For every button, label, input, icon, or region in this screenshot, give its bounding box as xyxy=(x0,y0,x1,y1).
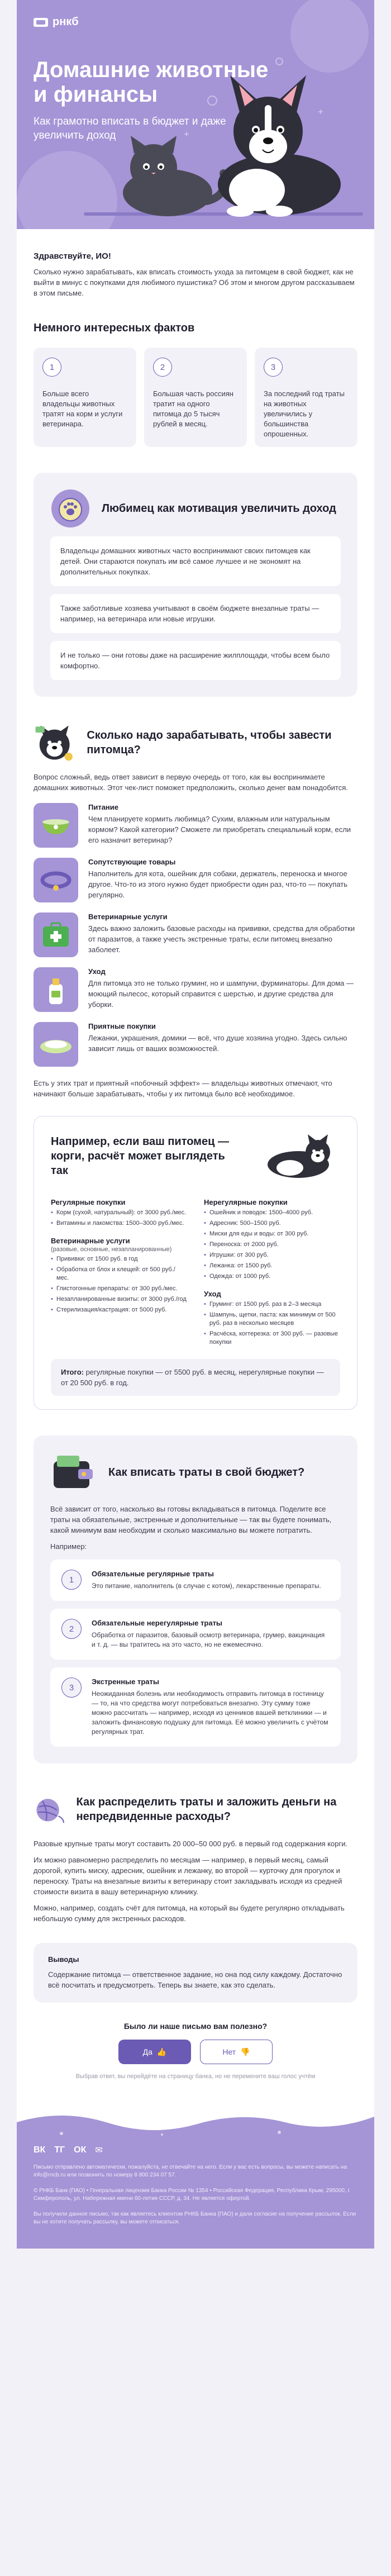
irregular-purchases-title: Нерегулярные покупки xyxy=(204,1198,288,1206)
fact-text: За последний год траты на животных увеличились у большинства опрошенных. xyxy=(264,389,345,438)
step-text: Это питание, наполнитель (в случае с котом), лекарственные препараты. xyxy=(92,1582,321,1590)
distribute-header xyxy=(34,1786,357,1833)
list-item: • Лежанка: от 1500 руб. xyxy=(204,1262,340,1270)
footer-text: Письмо отправлено автоматически, пожалуйста, не отвечайте на него. Если у вас есть вопросы, вы можете написать на info@rncb.ru или позвонить по номеру 8 800 234 07 57. xyxy=(34,2164,347,2178)
budget-step xyxy=(50,1667,341,1747)
fact-text: Больше всего владельцы животных тратят на корм и услуги ветеринара. xyxy=(42,389,123,428)
ok-icon[interactable]: ОК xyxy=(74,2145,87,2155)
feedback-yes-button[interactable] xyxy=(118,2040,191,2064)
dog-with-money-icon xyxy=(34,719,75,766)
food-bowl-icon xyxy=(34,803,78,848)
email-container xyxy=(17,0,374,2249)
thumbs-up-icon: 👍 xyxy=(156,2047,167,2056)
first-aid-kit-icon xyxy=(34,912,78,957)
checklist-title: Приятные покупки xyxy=(88,1022,156,1030)
footer-unsubscribe-text[interactable]: Вы получили данное письмо, так как являетесь клиентом РНКБ Банка (ПАО) и дали согласие на получение рассылок. Если вы не хотите получать рассылку, вы можете отписаться. xyxy=(34,2211,356,2225)
list-item: • Обработка от блох и клещей: от 500 руб./мес. xyxy=(51,1266,187,1282)
checklist-title: Питание xyxy=(88,803,119,811)
step-number: 1 xyxy=(61,1570,82,1590)
hero-banner xyxy=(17,0,374,229)
checklist-text: Здесь важно заложить базовые расходы на прививки, средства для обработки от паразитов, а также учесть экстренные траты, если питомец внезапно заболеет. xyxy=(88,924,355,954)
list-item: • Адресник: 500–1500 руб. xyxy=(204,1219,340,1228)
conclusion-block xyxy=(34,1943,357,2003)
list-item: • Расчёска, когтерезка: от 300 руб. — разовые покупки xyxy=(204,1330,340,1347)
list-item: • Корм (сухой, натуральный): от 3000 руб./мес. xyxy=(51,1209,187,1217)
list-item: • Стерилизация/кастрация: от 5000 руб. xyxy=(51,1306,187,1314)
budget-text: Всё зависит от того, насколько вы готовы вкладываться в питомца. Поделите все траты на обязательные, экстренные и дополнительные — так вы будете понимать, какой минимум вам необходим и сколько максимально вы можете потратить. xyxy=(50,1505,332,1534)
checklist-title: Уход xyxy=(88,967,106,976)
total-summary xyxy=(51,1359,340,1396)
list-item: • Ошейник и поводок: 1500–4000 руб. xyxy=(204,1209,340,1217)
step-title: Обязательные нерегулярные траты xyxy=(92,1619,223,1627)
motivation-card: Также заботливые хозяева учитывают в своём бюджете внезапные траты — например, на ветеринара или новые игрушки. xyxy=(50,594,341,633)
yarn-ball-icon xyxy=(34,1786,65,1833)
step-number: 2 xyxy=(61,1619,82,1639)
budget-example-label: Например: xyxy=(50,1542,87,1551)
list-item: • Витамины и лакомства: 1500–3000 руб./мес. xyxy=(51,1219,187,1228)
step-title: Обязательные регулярные траты xyxy=(92,1570,214,1578)
earn-title: Сколько надо зарабатывать, чтобы завести питомца? xyxy=(87,729,332,756)
list-item: • Игрушки: от 300 руб. xyxy=(204,1251,340,1260)
fact-number: 2 xyxy=(153,358,172,377)
checklist-item-goods xyxy=(34,858,357,902)
footer-wave-decoration xyxy=(17,2100,374,2139)
logo-icon xyxy=(34,18,48,27)
fact-card xyxy=(34,348,136,447)
distribute-text: Их можно равномерно распределить по месяцам — например, в первый месяц, самый дорогой, купить миску, адресник, ошейник и лежанку, во второй — курточку для прогулок и переноску. Траты на внезапные визиты к ветеринару стоит закладывать исходя из средней стоимости визита в вашу ветеринарную клинику. xyxy=(34,1856,342,1896)
conclusion-text: Содержание питомца — ответственное задание, но она под силу каждому. Достаточно всё посчитать и предусмотреть. Теперь вы знаете, как это сделать. xyxy=(48,1970,342,1989)
regular-purchases-title: Регулярные покупки xyxy=(51,1198,126,1206)
hero-title: Домашние животные и финансы xyxy=(34,58,269,107)
step-text: Неожиданная болезнь или необходимость отправить питомца в гостиницу — то, на что средства могут потребоваться внезапно. Эту сумму тоже можно рассчитать — например, исходя из ценников вашей ветклиники — и заложить финансовую подушку для питомца. Её можно увеличить с учётом регулярных трат. xyxy=(92,1690,328,1736)
earn-text: Вопрос сложный, ведь ответ зависит в первую очередь от того, как вы воспринимаете домашних животных. Этот чек-лист поможет предположить, сколько денег вам понадобится. xyxy=(34,773,348,792)
example-left-column xyxy=(51,1191,187,1347)
footer-legal: © РНКБ Банк (ПАО) • Генеральная лицензия Банка России № 1354 • Российская Федерация, Республика Крым, 295000, г. Симферополь, ул. Набережная имени 60-летия СССР, д. 34. Не является офертой. xyxy=(34,2188,351,2202)
feedback-no-button[interactable] xyxy=(200,2040,273,2064)
greeting: Здравствуйте, ИО! xyxy=(34,251,111,261)
fact-number: 3 xyxy=(264,358,283,377)
logo-text: рнкб xyxy=(53,16,79,28)
list-item: • Переноска: от 2000 руб. xyxy=(204,1241,340,1249)
checklist-text: Наполнитель для кота, ошейник для собаки, держатель, переноска и многое другое. Что-то из этого нужно будет приобрести один раз, что-то — покупать регулярно. xyxy=(88,869,348,899)
list-item: • Глистогонные препараты: от 300 руб./мес. xyxy=(51,1285,187,1293)
facts-title: Немного интересных фактов xyxy=(34,322,195,334)
care-title: Уход xyxy=(204,1290,221,1298)
intro-section xyxy=(17,229,374,2080)
distribute-title: Как распределить траты и заложить деньги на непредвиденные расходы? xyxy=(76,1796,337,1823)
motivation-title: Любимец как мотивация увеличить доход xyxy=(102,502,336,515)
example-title: Например, если ваш питомец — корги, расчёт может выглядеть так xyxy=(51,1135,229,1177)
checklist-title: Сопутствующие товары xyxy=(88,858,176,866)
fact-card xyxy=(255,348,357,447)
budget-block xyxy=(34,1436,357,1764)
distribute-text: Разовые крупные траты могут составить 20 000–50 000 руб. в первый год содержания корги. xyxy=(34,1840,348,1848)
checklist-title: Ветеринарные услуги xyxy=(88,912,168,921)
earn-header xyxy=(34,719,357,766)
motivation-card: Владельцы домашних животных часто воспринимают своих питомцев как детей. Они стараются покупать им всё самое лучшее и не экономят на дополнительных покупках. xyxy=(50,536,341,586)
list-item: • Прививки: от 1500 руб. в год xyxy=(51,1255,187,1263)
facts-list xyxy=(34,348,357,447)
feedback-block xyxy=(34,2022,357,2080)
motivation-block xyxy=(34,473,357,697)
list-item: • Одежда: от 1000 руб. xyxy=(204,1272,340,1281)
pet-bed-icon xyxy=(34,1022,78,1067)
checklist-text: Для питомца это не только груминг, но и шампуни, фурминаторы. Для дома — моющий пылесос, который справится с шерстью, и другие средства для уборки. xyxy=(88,979,354,1009)
step-text: Обработка от паразитов, базовый осмотр ветеринара, грумер, вакцинация и т. д. — вы тратитесь на это часто, но не ежемесячно. xyxy=(92,1631,325,1648)
social-links xyxy=(34,2145,357,2156)
fact-text: Большая часть россиян тратит на одного питомца до 5 тысяч рублей в месяц. xyxy=(153,389,233,428)
vet-services-subtitle: (разовые, основные, незапланированные) xyxy=(51,1246,172,1253)
telegram-icon[interactable]: ТГ xyxy=(54,2145,65,2155)
step-number: 3 xyxy=(61,1677,82,1698)
list-item: • Шампунь, щетки, паста: как минимум от 500 руб. раз в несколько месяцев xyxy=(204,1311,340,1328)
intro-text: Сколько нужно зарабатывать, как вписать стоимость ухода за питомцем в свой бюджет, как не выйти в минус с покупками для любимого пушистика? Об этом и многом другом рассказываем в этом письме. xyxy=(34,268,355,297)
dog-and-cat-illustration xyxy=(17,0,374,229)
hero-subtitle: Как грамотно вписать в бюджет и даже увеличить доход xyxy=(34,116,226,141)
total-label: Итого: xyxy=(61,1368,84,1376)
list-item: • Миски для еды и воды: от 300 руб. xyxy=(204,1230,340,1238)
feedback-note: Выбрав ответ, вы перейдёте на страницу банка, но не перемените ваш голос учтём xyxy=(75,2073,316,2080)
list-item: • Незапланированные визиты: от 3000 руб./год xyxy=(51,1295,187,1304)
distribute-text: Можно, например, создать счёт для питомца, на который вы будете регулярно откладывать небольшую сумму для экстренных расходов. xyxy=(34,1904,345,1923)
earn-outro: Есть у этих трат и приятный «побочный эффект» — владельцы животных отмечают, что начинают больше зарабатывать, чтобы у их питомца было всё необходимое. xyxy=(34,1079,332,1098)
fact-number: 1 xyxy=(42,358,61,377)
checklist-item-care xyxy=(34,967,357,1012)
footer xyxy=(17,2100,374,2249)
collar-icon xyxy=(34,858,78,902)
checklist-text: Лежанки, украшения, домики — всё, что душе хозяина угодно. Здесь сильно зависит лишь от ваших возможностей. xyxy=(88,1034,347,1053)
conclusion-title: Выводы xyxy=(48,1955,79,1964)
feedback-question: Было ли наше письмо вам полезно? xyxy=(123,2022,268,2031)
corgi-example-block xyxy=(34,1116,357,1410)
budget-step xyxy=(50,1560,341,1601)
budget-title: Как вписать траты в свой бюджет? xyxy=(108,1466,305,1479)
checklist-item-extras xyxy=(34,1022,357,1067)
corgi-icon xyxy=(256,1131,340,1181)
feedback-no-label: Нет xyxy=(222,2047,236,2056)
step-title: Экстренные траты xyxy=(92,1677,160,1686)
total-text: регулярные покупки — от 5500 руб. в месяц, нерегулярные покупки — от 20 500 руб. в год. xyxy=(61,1368,324,1387)
wallet-icon xyxy=(50,1451,97,1494)
vk-icon[interactable]: ВК xyxy=(34,2145,46,2155)
budget-step xyxy=(50,1609,341,1660)
coin-paw-icon xyxy=(50,488,90,529)
vet-services-title: Ветеринарные услуги xyxy=(51,1237,130,1245)
list-item: • Груминг: от 1500 руб. раз в 2–3 месяца xyxy=(204,1300,340,1309)
mail-icon[interactable]: ✉ xyxy=(95,2146,103,2155)
motivation-card: И не только — они готовы даже на расширение жилплощади, чтобы всем было комфортно. xyxy=(50,641,341,680)
feedback-yes-label: Да xyxy=(142,2047,152,2056)
checklist-item-food xyxy=(34,803,357,848)
checklist-item-vet xyxy=(34,912,357,957)
example-right-column xyxy=(204,1191,340,1347)
shampoo-bottle-icon xyxy=(34,967,78,1012)
fact-card xyxy=(144,348,247,447)
checklist-text: Чем планируете кормить любимца? Сухим, влажным или натуральным кормом? Какой категории? Сможете ли приобретать специальный корм, если его назначит ветеринар? xyxy=(88,815,351,844)
thumbs-down-icon: 👎 xyxy=(240,2047,250,2056)
